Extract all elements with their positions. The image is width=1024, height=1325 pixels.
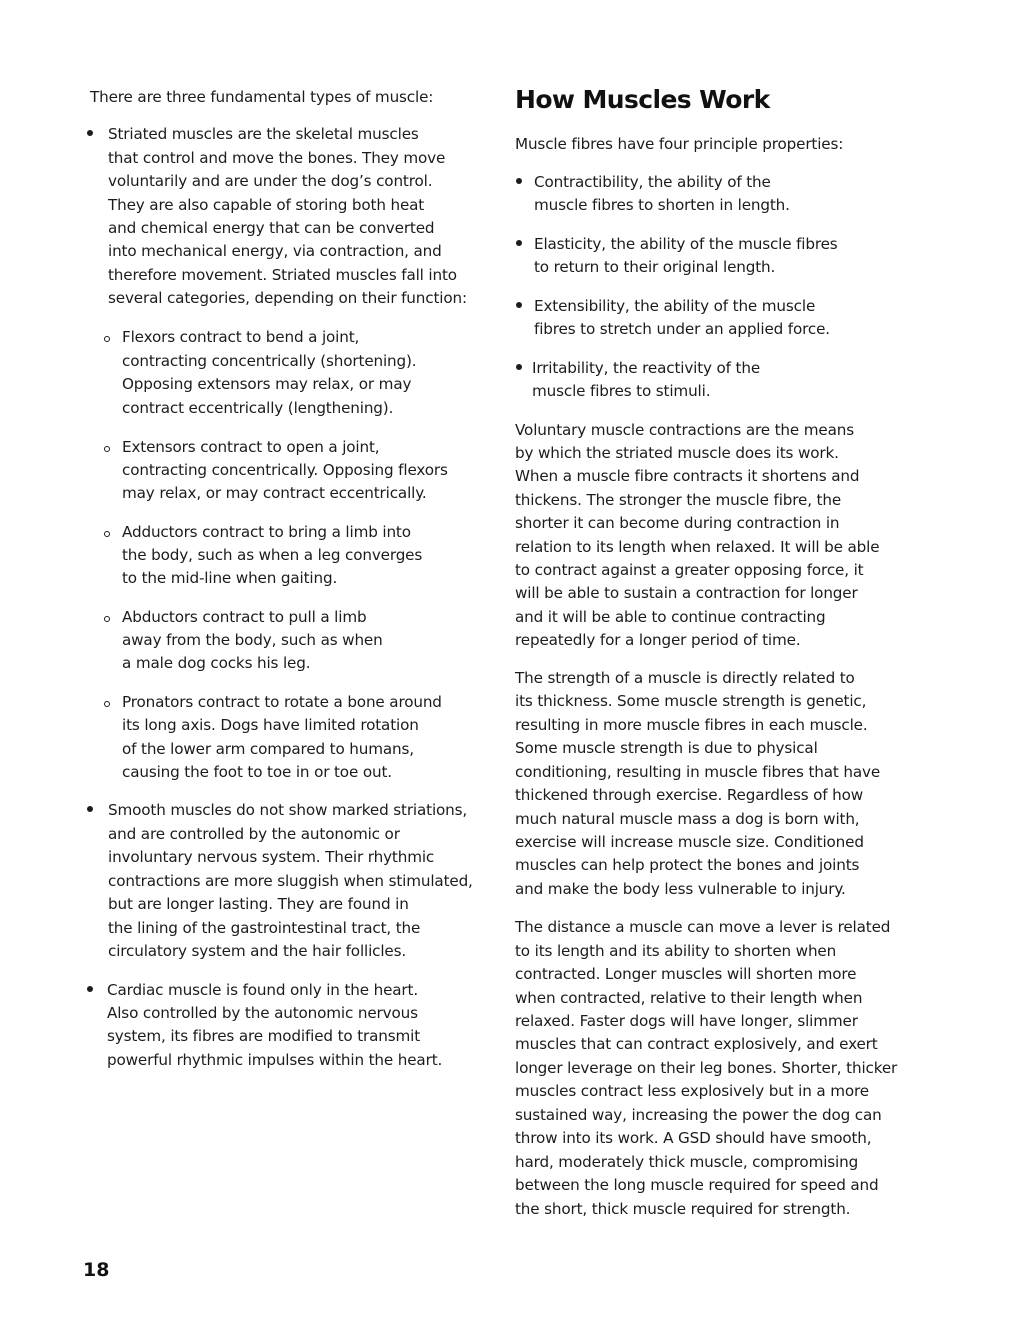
text-line: its long axis. Dogs have limited rotation <box>122 716 419 734</box>
text-line: When a muscle fibre contracts it shortens and <box>515 467 860 485</box>
text-line: longer leverage on their leg bones. Shorter, thicker <box>515 1059 898 1077</box>
text-line: into mechanical energy, via contraction, and <box>108 242 442 260</box>
bullet-icon <box>87 986 93 992</box>
text-line: contracted. Longer muscles will shorten more <box>515 965 857 983</box>
text-line: will be able to sustain a contraction for longer <box>515 584 858 602</box>
text-line: Voluntary muscle contractions are the means <box>515 421 854 439</box>
text-line: muscles that can contract explosively, and exert <box>515 1035 878 1053</box>
text-line: fibres to stretch under an applied force. <box>534 320 830 338</box>
intro-text: Muscle fibres have four principle properties: <box>515 135 844 153</box>
text-line: relaxed. Faster dogs will have longer, slimmer <box>515 1012 858 1030</box>
text-line: to return to their original length. <box>534 258 776 276</box>
text-line: The strength of a muscle is directly related to <box>515 669 855 687</box>
text-line: its thickness. Some muscle strength is genetic, <box>515 692 867 710</box>
text-line: Opposing extensors may relax, or may <box>122 375 412 393</box>
text-line: the body, such as when a leg converges <box>122 546 423 564</box>
text-line: contract eccentrically (lengthening). <box>122 399 394 417</box>
bullet-icon <box>516 240 522 246</box>
text-line: thickens. The stronger the muscle fibre, the <box>515 491 842 509</box>
text-line: throw into its work. A GSD should have smooth, <box>515 1129 872 1147</box>
text-line: Contractibility, the ability of the <box>534 173 771 191</box>
text-line: contractions are more sluggish when stimulated, <box>108 872 473 890</box>
text-line: relation to its length when relaxed. It will be able <box>515 538 880 556</box>
circle-bullet-icon <box>104 616 110 622</box>
text-line: Abductors contract to pull a limb <box>122 608 367 626</box>
page-number: 18 <box>83 1259 110 1281</box>
text-line: muscle fibres to shorten in length. <box>534 196 790 214</box>
text-line: muscle fibres to stimuli. <box>532 382 711 400</box>
text-line: and chemical energy that can be converted <box>108 219 435 237</box>
bullet-icon <box>516 302 522 308</box>
text-line: several categories, depending on their function: <box>108 289 467 307</box>
bullet-icon <box>516 364 522 370</box>
text-line: circulatory system and the hair follicles. <box>108 942 407 960</box>
text-line: a male dog cocks his leg. <box>122 654 311 672</box>
text-line: powerful rhythmic impulses within the heart. <box>107 1051 443 1069</box>
text-line: muscles contract less explosively but in a more <box>515 1082 869 1100</box>
text-line: to the mid-line when gaiting. <box>122 569 338 587</box>
text-line: contracting concentrically. Opposing flexors <box>122 461 448 479</box>
text-line: Adductors contract to bring a limb into <box>122 523 411 541</box>
intro-text: There are three fundamental types of muscle: <box>90 88 434 106</box>
text-line: The distance a muscle can move a lever is related <box>515 918 891 936</box>
text-line: much natural muscle mass a dog is born with, <box>515 810 860 828</box>
text-line: involuntary nervous system. Their rhythmic <box>108 848 435 866</box>
text-line: to its length and its ability to shorten when <box>515 942 837 960</box>
text-line: to contract against a greater opposing force, it <box>515 561 864 579</box>
text-line: Irritability, the reactivity of the <box>532 359 761 377</box>
bullet-icon <box>87 806 93 812</box>
text-line: the lining of the gastrointestinal tract, the <box>108 919 421 937</box>
bullet-icon <box>87 130 93 136</box>
text-line: shorter it can become during contraction in <box>515 514 840 532</box>
text-line: conditioning, resulting in muscle fibres that have <box>515 763 881 781</box>
text-line: of the lower arm compared to humans, <box>122 740 414 758</box>
text-line: and are controlled by the autonomic or <box>108 825 400 843</box>
text-line: causing the foot to toe in or toe out. <box>122 763 392 781</box>
text-line: between the long muscle required for speed and <box>515 1176 879 1194</box>
text-line: and make the body less vulnerable to injury. <box>515 880 846 898</box>
text-line: Extensors contract to open a joint, <box>122 438 380 456</box>
text-line: Also controlled by the autonomic nervous <box>107 1004 418 1022</box>
text-line: Cardiac muscle is found only in the heart. <box>107 981 419 999</box>
text-line: that control and move the bones. They move <box>108 149 446 167</box>
text-line: when contracted, relative to their length when <box>515 989 863 1007</box>
text-line: away from the body, such as when <box>122 631 383 649</box>
text-line: by which the striated muscle does its work. <box>515 444 839 462</box>
text-line: system, its fibres are modified to transmit <box>107 1027 421 1045</box>
text-line: muscles can help protect the bones and joints <box>515 856 860 874</box>
text-line: thickened through exercise. Regardless of how <box>515 786 864 804</box>
bullet-icon <box>516 178 522 184</box>
text-line: Smooth muscles do not show marked striations, <box>108 801 468 819</box>
text-line: may relax, or may contract eccentrically. <box>122 484 427 502</box>
text-line: therefore movement. Striated muscles fall into <box>108 266 457 284</box>
text-line: Pronators contract to rotate a bone around <box>122 693 442 711</box>
text-line: Elasticity, the ability of the muscle fibres <box>534 235 838 253</box>
text-line: hard, moderately thick muscle, compromising <box>515 1153 859 1171</box>
circle-bullet-icon <box>104 446 110 452</box>
text-line: exercise will increase muscle size. Conditioned <box>515 833 864 851</box>
text-line: the short, thick muscle required for strength. <box>515 1200 851 1218</box>
text-line: Extensibility, the ability of the muscle <box>534 297 816 315</box>
text-line: They are also capable of storing both heat <box>108 196 425 214</box>
section-heading: How Muscles Work <box>515 85 770 114</box>
text-line: contracting concentrically (shortening). <box>122 352 417 370</box>
text-line: sustained way, increasing the power the dog can <box>515 1106 882 1124</box>
circle-bullet-icon <box>104 701 110 707</box>
text-line: Some muscle strength is due to physical <box>515 739 818 757</box>
text-line: Flexors contract to bend a joint, <box>122 328 360 346</box>
text-line: repeatedly for a longer period of time. <box>515 631 801 649</box>
text-line: resulting in more muscle fibres in each muscle. <box>515 716 868 734</box>
text-line: voluntarily and are under the dog’s control. <box>108 172 433 190</box>
circle-bullet-icon <box>104 531 110 537</box>
text-line: but are longer lasting. They are found in <box>108 895 409 913</box>
text-line: and it will be able to continue contracting <box>515 608 826 626</box>
circle-bullet-icon <box>104 336 110 342</box>
text-line: Striated muscles are the skeletal muscles <box>108 125 419 143</box>
